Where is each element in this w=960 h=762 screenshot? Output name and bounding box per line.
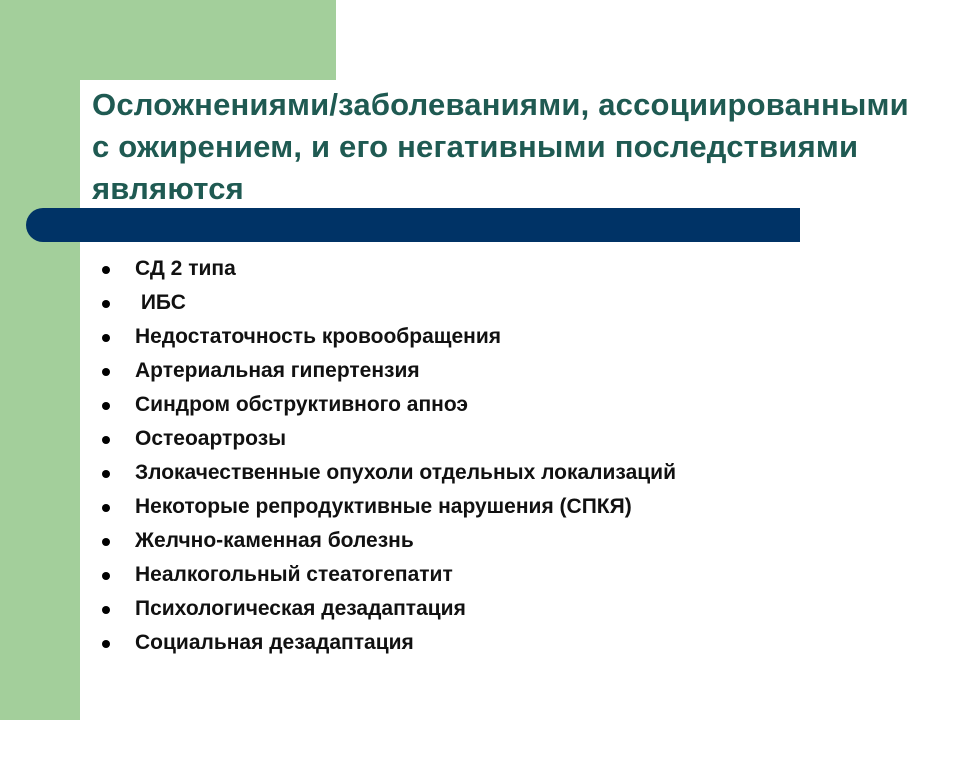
- bullet-dot-icon: [102, 266, 110, 274]
- list-item: [98, 388, 469, 422]
- bullet-dot-icon: [102, 606, 110, 614]
- list-item: [98, 524, 414, 558]
- list-item-text: Недостаточность кровообращения: [135, 325, 501, 348]
- title-underline-bar: [26, 208, 800, 242]
- list-item: [98, 626, 414, 660]
- bullet-dot-icon: [102, 470, 110, 478]
- list-item-text: Психологическая дезадаптация: [135, 597, 466, 620]
- list-item-text: СД 2 типа: [135, 257, 236, 280]
- list-item-text: Остеоартрозы: [135, 427, 287, 450]
- bullet-dot-icon: [102, 334, 110, 342]
- list-item: [98, 456, 676, 490]
- top-decorative-band: [80, 0, 336, 80]
- list-item-text: Желчно-каменная болезнь: [135, 529, 414, 552]
- left-decorative-band: [0, 0, 80, 720]
- bullet-dot-icon: [102, 538, 110, 546]
- list-item: [98, 558, 453, 592]
- list-item: [98, 320, 501, 354]
- list-item-text: Синдром обструктивного апноэ: [135, 393, 469, 416]
- list-item-text: Социальная дезадаптация: [135, 631, 414, 654]
- bullet-dot-icon: [102, 368, 110, 376]
- list-item-text: Неалкогольный стеатогепатит: [135, 563, 453, 586]
- list-item-text: Артериальная гипертензия: [135, 359, 420, 382]
- list-item-text: Некоторые репродуктивные нарушения (СПКЯ): [135, 495, 632, 518]
- bullet-dot-icon: [102, 640, 110, 648]
- bullet-dot-icon: [102, 504, 110, 512]
- list-item: [98, 354, 420, 388]
- list-item: [98, 592, 466, 626]
- bullet-dot-icon: [102, 436, 110, 444]
- list-item: [98, 252, 236, 286]
- list-item: [98, 286, 186, 320]
- list-item-text: ИБС: [135, 291, 186, 314]
- bullet-dot-icon: [102, 300, 110, 308]
- list-item-text: Злокачественные опухоли отдельных локализаций: [135, 461, 676, 484]
- bullet-dot-icon: [102, 572, 110, 580]
- bullet-dot-icon: [102, 402, 110, 410]
- list-item: [98, 490, 632, 524]
- list-item: [98, 422, 287, 456]
- slide-title: Осложнениями/заболеваниями, ассоциированными с ожирением, и его негативными последствиями являются: [92, 87, 909, 206]
- bullet-list: [98, 252, 676, 660]
